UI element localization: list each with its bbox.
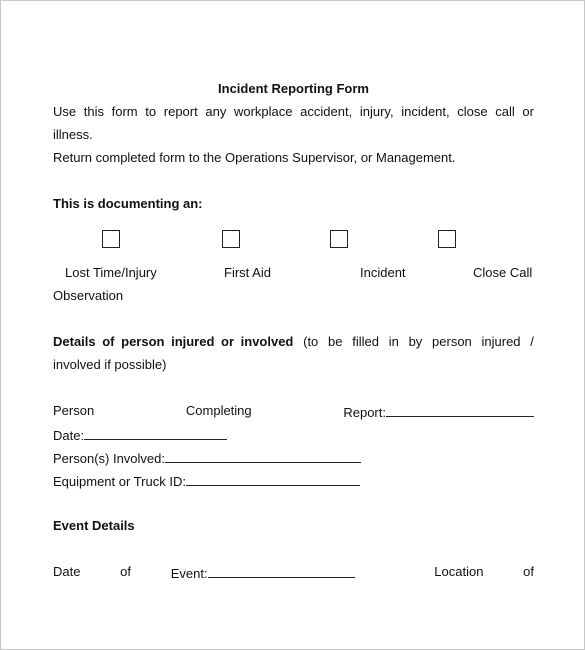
details-heading: Details of person injured or involved — [53, 334, 294, 349]
person-completing-field — [343, 402, 534, 422]
intro-word: workplace — [233, 104, 293, 119]
event-word: Event: — [170, 566, 208, 581]
details-note-word: (to — [303, 334, 319, 349]
details-note-word: / — [530, 334, 534, 349]
date-blank[interactable] — [84, 425, 227, 440]
checkbox-lost-time-injury[interactable] — [102, 230, 120, 248]
field-label-word: Report: — [343, 405, 386, 420]
persons-involved-label: Person(s) Involved: — [53, 451, 165, 466]
intro-word: this — [83, 104, 104, 119]
intro-word: call — [495, 104, 515, 119]
intro-line-1 — [53, 103, 534, 121]
checkbox-first-aid[interactable] — [222, 230, 240, 248]
equipment-blank[interactable] — [186, 471, 360, 486]
persons-involved-row — [53, 448, 534, 468]
details-line-1 — [53, 333, 534, 351]
event-word: of — [120, 564, 132, 579]
event-date-blank[interactable] — [208, 563, 355, 578]
option-label-incident: Incident — [360, 265, 406, 280]
persons-involved-blank[interactable] — [165, 448, 361, 463]
field-label-word: Person — [53, 403, 95, 418]
details-note-word: be — [328, 334, 343, 349]
details-note-word: injured — [481, 334, 521, 349]
option-label-close-call: Close Call — [473, 265, 533, 280]
intro-word: or — [522, 104, 534, 119]
details-note-word: by — [408, 334, 423, 349]
event-date-field — [171, 563, 355, 583]
date-row — [53, 425, 534, 445]
event-details-heading: Event Details — [53, 518, 135, 533]
checkbox-close-call[interactable] — [438, 230, 456, 248]
event-word: Date — [53, 564, 81, 579]
intro-word: any — [205, 104, 227, 119]
details-note-word: in — [388, 334, 399, 349]
details-note-line-2: involved if possible) — [53, 357, 167, 372]
equipment-row — [53, 471, 534, 491]
event-date-location-row — [53, 563, 534, 583]
field-label-word: Completing — [185, 403, 252, 418]
intro-line-3: Return completed form to the Operations Supervisor, or Management. — [53, 150, 456, 165]
option-label-lost-time-injury: Lost Time/Injury — [65, 265, 157, 280]
documenting-heading: This is documenting an: — [53, 196, 203, 211]
date-label: Date: — [53, 428, 85, 443]
intro-word: to — [145, 104, 157, 119]
event-word: Location — [434, 564, 484, 579]
person-completing-blank[interactable] — [386, 402, 534, 417]
details-note-word: person — [432, 334, 472, 349]
event-word: of — [523, 564, 534, 579]
intro-word: Use — [53, 104, 77, 119]
intro-word: form — [111, 104, 138, 119]
intro-word: injury, — [359, 104, 394, 119]
equipment-label: Equipment or Truck ID: — [53, 474, 186, 489]
details-note-word: filled — [352, 334, 379, 349]
option-label-first-aid: First Aid — [224, 265, 271, 280]
option-label-observation: Observation — [53, 288, 124, 303]
intro-word: report — [163, 104, 198, 119]
checkbox-incident[interactable] — [330, 230, 348, 248]
intro-word: close — [457, 104, 488, 119]
intro-word: accident, — [300, 104, 353, 119]
form-title: Incident Reporting Form — [218, 81, 369, 96]
intro-word: incident, — [401, 104, 450, 119]
intro-line-2: illness. — [53, 127, 93, 142]
person-completing-row — [53, 402, 534, 422]
